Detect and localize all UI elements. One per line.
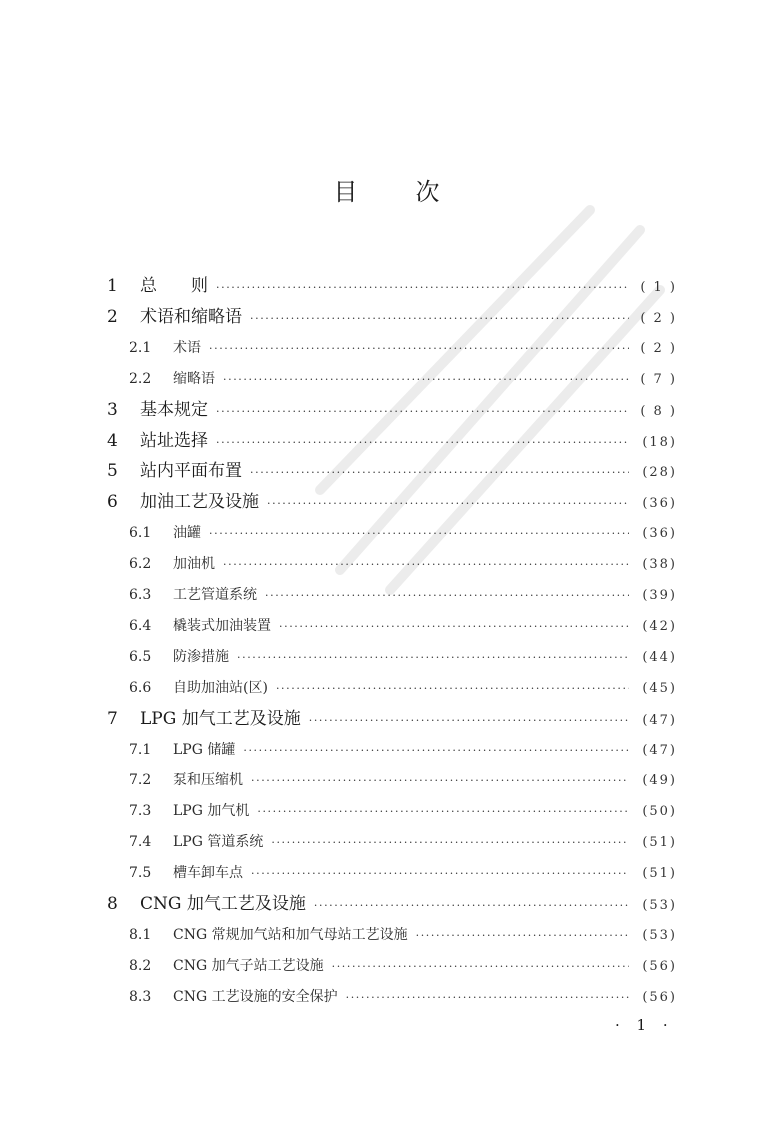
toc-entry[interactable] — [129, 336, 677, 360]
toc-entry-title: 术语 — [173, 339, 201, 356]
toc-entry-title: LPG 储罐 — [173, 741, 236, 758]
toc-entry-number: 6.1 — [129, 525, 152, 542]
toc-leader-dots — [250, 461, 629, 485]
toc-entry-title: 加油工艺及设施 — [140, 492, 259, 513]
toc-entry-title: 防渗措施 — [173, 648, 229, 665]
toc-leader-dots — [251, 862, 629, 886]
toc-leader-dots — [237, 646, 629, 670]
toc-leader-dots — [346, 986, 629, 1010]
toc-entry-title: LPG 加气工艺及设施 — [140, 708, 301, 729]
toc-entry[interactable] — [129, 861, 677, 885]
toc-leader-dots — [276, 677, 629, 701]
toc-entry[interactable] — [129, 954, 677, 978]
toc-entry[interactable] — [129, 768, 677, 792]
toc-entry-title: 站址选择 — [140, 430, 208, 451]
toc-entry-page: (51) — [642, 835, 677, 851]
toc-leader-dots — [416, 924, 629, 948]
toc-entry-title: 加油机 — [173, 556, 215, 573]
toc-entry[interactable] — [129, 367, 677, 391]
toc-entry-page: (38) — [642, 557, 677, 573]
toc-leader-dots — [216, 276, 629, 300]
toc-entry-title: 总 则 — [140, 276, 208, 296]
toc-leader-dots — [223, 553, 629, 577]
toc-entry-title: 油罐 — [173, 525, 201, 542]
toc-leader-dots — [216, 400, 629, 424]
toc-entry-number: 6.6 — [129, 679, 152, 696]
toc-entry-number: 8.3 — [129, 988, 152, 1005]
toc-entry-number: 2 — [107, 306, 118, 327]
toc-entry-title: 缩略语 — [173, 370, 215, 387]
toc-entry-number: 8.2 — [129, 957, 152, 974]
toc-entry[interactable] — [129, 799, 677, 823]
toc-leader-dots — [223, 368, 629, 392]
toc-entry-title: CNG 加气子站工艺设施 — [173, 957, 324, 974]
toc-leader-dots — [332, 955, 629, 979]
toc-entry-page: ( 8 ) — [640, 403, 677, 419]
toc-entry-page: (51) — [642, 866, 677, 882]
toc-entry-number: 6 — [107, 492, 118, 513]
toc-entry-number: 8.1 — [129, 926, 152, 943]
toc-leader-dots — [209, 522, 629, 546]
toc-entry[interactable] — [107, 429, 677, 453]
toc-entry[interactable] — [107, 490, 677, 514]
toc-entry-page: (36) — [642, 526, 677, 542]
toc-entry-title: CNG 工艺设施的安全保护 — [173, 988, 338, 1005]
toc-entry[interactable] — [107, 892, 677, 916]
toc-leader-dots — [250, 307, 629, 331]
toc-entry-number: 1 — [107, 276, 118, 296]
toc-leader-dots — [309, 709, 629, 733]
toc-entry-number: 7.2 — [129, 772, 152, 789]
toc-entry-number: 6.4 — [129, 617, 152, 634]
toc-entry-number: 2.2 — [129, 370, 152, 387]
toc-entry[interactable] — [129, 583, 677, 607]
toc-entry[interactable] — [107, 707, 677, 731]
toc-entry-title: 槽车卸车点 — [173, 865, 243, 882]
toc-entry-number: 6.2 — [129, 556, 152, 573]
toc-entry[interactable] — [129, 645, 677, 669]
title-char-1: 目 — [333, 178, 358, 206]
page-number: · 1 · — [615, 1016, 674, 1034]
toc-leader-dots — [314, 894, 629, 918]
toc-entry-number: 3 — [107, 399, 118, 420]
toc-entry-page: ( 2 ) — [640, 310, 677, 326]
toc-entry-title: 自助加油站(区) — [173, 679, 268, 696]
toc-entry-number: 8 — [107, 894, 118, 914]
toc-leader-dots — [279, 615, 629, 639]
toc-entry-title: LPG 加气机 — [173, 803, 250, 820]
toc-entry[interactable] — [129, 676, 677, 700]
toc-entry-page: (56) — [642, 989, 677, 1005]
toc-entry-title: CNG 常规加气站和加气母站工艺设施 — [173, 926, 408, 943]
page-title — [0, 172, 773, 207]
toc-entry-page: (53) — [642, 898, 677, 913]
title-char-2: 次 — [415, 178, 440, 206]
toc-entry[interactable] — [129, 614, 677, 638]
toc-entry-page: ( 2 ) — [640, 340, 677, 356]
toc-entry[interactable] — [129, 738, 677, 762]
toc-entry-page: (53) — [642, 927, 677, 943]
toc-entry-title: LPG 管道系统 — [173, 834, 264, 851]
toc-entry-page: (47) — [642, 712, 677, 728]
toc-entry-page: (36) — [642, 496, 677, 512]
toc-entry-title: 橇装式加油装置 — [173, 617, 271, 634]
toc-entry-number: 7.5 — [129, 865, 152, 882]
toc-entry-title: 基本规定 — [140, 399, 208, 420]
toc-entry-title: 泵和压缩机 — [173, 772, 243, 789]
toc-entry-title: 站内平面布置 — [140, 461, 242, 482]
toc-leader-dots — [265, 584, 629, 608]
toc-entry[interactable] — [129, 521, 677, 545]
toc-entry[interactable] — [107, 398, 677, 422]
toc-leader-dots — [209, 337, 629, 361]
toc-entry-page: ( 1 ) — [640, 280, 677, 295]
toc-entry-page: (47) — [642, 742, 677, 758]
toc-entry-page: (45) — [642, 680, 677, 696]
toc-leader-dots — [251, 769, 629, 793]
toc-leader-dots — [243, 739, 629, 763]
toc-leader-dots — [257, 800, 629, 824]
toc-entry-page: (44) — [642, 649, 677, 665]
toc-entry-title: 术语和缩略语 — [140, 306, 242, 327]
toc-entry-page: (42) — [642, 618, 677, 634]
toc-entry-page: (49) — [642, 773, 677, 789]
toc-entry[interactable] — [129, 830, 677, 854]
toc-entry-page: ( 7 ) — [640, 371, 677, 387]
toc-entry-number: 6.3 — [129, 587, 152, 603]
toc-entry-page: (18) — [642, 434, 677, 450]
toc-entry[interactable] — [107, 459, 677, 483]
toc-leader-dots — [267, 492, 629, 516]
toc-entry[interactable] — [129, 985, 677, 1009]
toc-entry-number: 7.1 — [129, 741, 152, 758]
toc-entry[interactable] — [107, 305, 677, 329]
toc-entry-number: 5 — [107, 461, 118, 482]
toc-entry-number: 7 — [107, 708, 118, 729]
toc-entry-number: 2.1 — [129, 339, 152, 356]
toc-entry[interactable] — [129, 923, 677, 947]
toc-entry-page: (39) — [642, 588, 677, 603]
toc-entry-page: (28) — [642, 465, 677, 481]
toc-leader-dots — [271, 831, 629, 855]
toc-entry[interactable] — [107, 274, 677, 298]
toc-entry-title: 工艺管道系统 — [173, 587, 257, 603]
toc-entry-number: 7.4 — [129, 834, 152, 851]
toc-entry-number: 6.5 — [129, 648, 152, 665]
toc-entry-number: 7.3 — [129, 803, 152, 820]
toc-entry[interactable] — [129, 552, 677, 576]
toc-entry-page: (56) — [642, 958, 677, 974]
toc-entry-number: 4 — [107, 430, 118, 451]
toc-leader-dots — [216, 431, 629, 455]
toc-entry-page: (50) — [642, 804, 677, 820]
toc-entry-title: CNG 加气工艺及设施 — [140, 894, 306, 914]
